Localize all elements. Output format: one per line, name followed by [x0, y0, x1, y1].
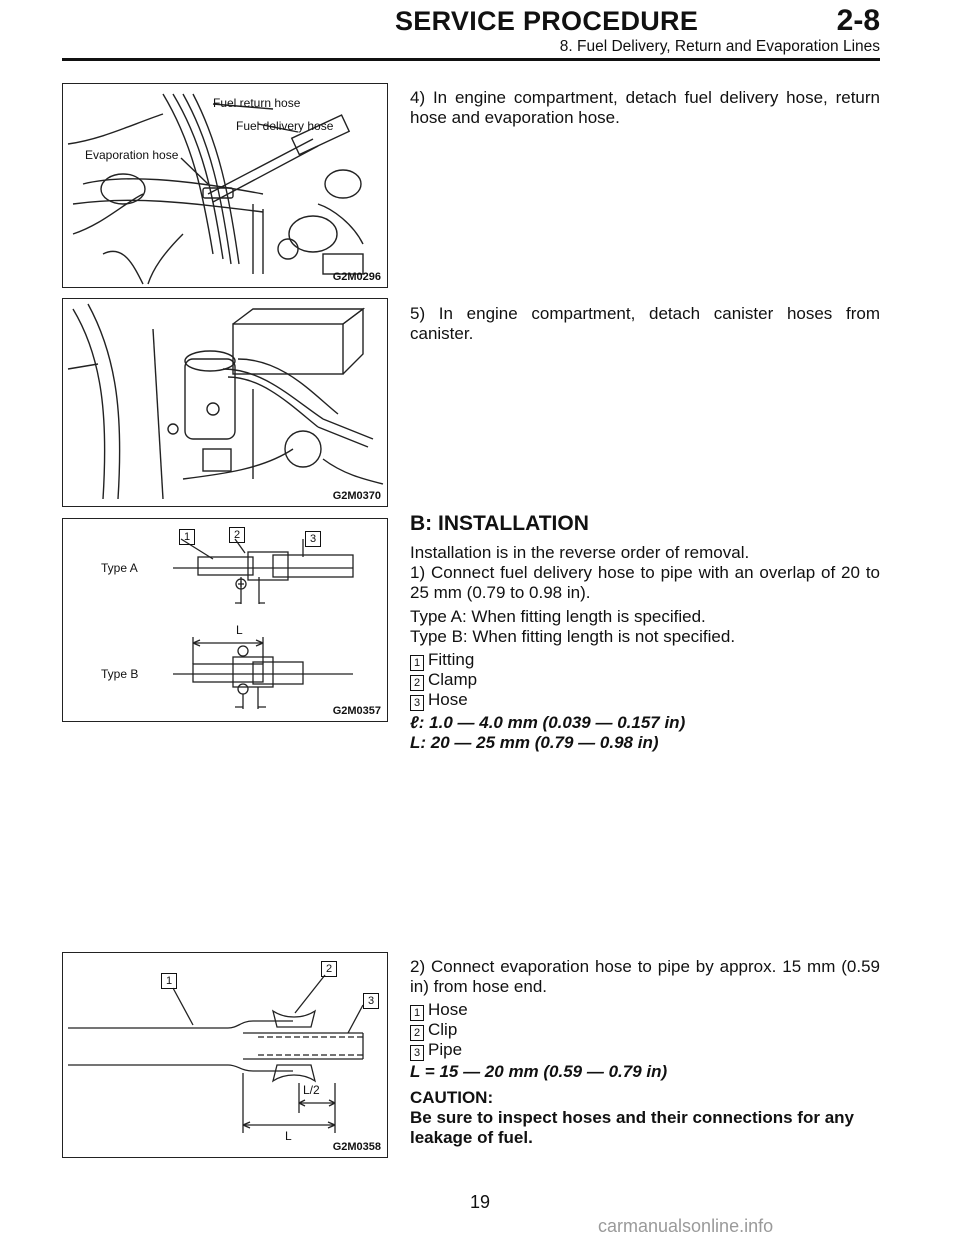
figure-evaporation-hose-drawing	[63, 953, 387, 1157]
part-number: 1	[410, 1005, 424, 1021]
figure-canister-drawing	[63, 299, 387, 506]
installation-heading: B: INSTALLATION	[410, 512, 589, 535]
part-name: Fitting	[428, 650, 475, 669]
part-number: 2	[410, 675, 424, 691]
label-fuel-return-hose: Fuel return hose	[213, 96, 301, 110]
list-item	[410, 670, 880, 690]
page-number: 19	[469, 1192, 491, 1212]
figure-code: G2M0370	[332, 490, 381, 502]
installation-intro: Installation is in the reverse order of removal.	[410, 543, 750, 562]
part-number: 1	[410, 655, 424, 671]
step-4-text: 4) In engine compartment, detach fuel delivery hose, return hose and evaporation hose.	[410, 88, 880, 127]
part-name: Pipe	[428, 1040, 463, 1059]
installation-step-2: 2) Connect evaporation hose to pipe by approx. 15 mm (0.59 in) from hose end.	[410, 957, 880, 996]
step-5-text: 5) In engine compartment, detach canister hoses from canister.	[410, 304, 880, 343]
callout-1: 1	[179, 529, 195, 545]
callout-2: 2	[321, 961, 337, 977]
figure-fitting-types	[62, 518, 388, 722]
part-name: Clip	[428, 1020, 458, 1039]
list-item	[410, 650, 880, 670]
header-title: SERVICE PROCEDURE	[395, 6, 699, 36]
figure-canister	[62, 298, 388, 507]
label-evaporation-hose: Evaporation hose	[85, 148, 179, 162]
figure-code: G2M0296	[332, 271, 381, 283]
type-b-note: Type B: When fitting length is not specified.	[410, 627, 736, 646]
callout-3: 3	[305, 531, 321, 547]
list-item	[410, 690, 880, 710]
spec-l: L: 20 — 25 mm (0.79 — 0.98 in)	[410, 733, 659, 752]
callout-3: 3	[363, 993, 379, 1009]
callout-1: 1	[161, 973, 177, 989]
figure-code: G2M0357	[332, 705, 381, 717]
label-l-half: L/2	[303, 1083, 320, 1097]
label-fuel-delivery-hose: Fuel delivery hose	[236, 119, 334, 133]
part-number: 2	[410, 1025, 424, 1041]
callout-2: 2	[229, 527, 245, 543]
part-number: 3	[410, 695, 424, 711]
list-item	[410, 1020, 880, 1040]
header-section-number: 2-8	[836, 4, 880, 37]
figure-fuel-hoses-drawing	[63, 84, 387, 287]
parts-list-2	[410, 1000, 880, 1060]
figure-fuel-hoses	[62, 83, 388, 288]
header-rule	[62, 58, 880, 61]
watermark: carmanualsonline.info	[598, 1216, 774, 1236]
part-name: Clamp	[428, 670, 478, 689]
caution-text: Be sure to inspect hoses and their connections for any leakage of fuel.	[410, 1108, 854, 1147]
figure-fitting-types-drawing	[63, 519, 387, 721]
parts-list	[410, 650, 880, 710]
label-l: L	[285, 1129, 292, 1143]
part-number: 3	[410, 1045, 424, 1061]
spec-l-small: ℓ: 1.0 — 4.0 mm (0.039 — 0.157 in)	[410, 713, 686, 732]
caution-title: CAUTION:	[410, 1088, 494, 1107]
figure-code: G2M0358	[332, 1141, 381, 1153]
part-name: Hose	[428, 690, 468, 709]
part-name: Hose	[428, 1000, 468, 1019]
label-type-b: Type B	[101, 667, 139, 681]
figure-evaporation-hose	[62, 952, 388, 1158]
type-a-note: Type A: When fitting length is specified.	[410, 607, 706, 626]
spec-evaporation-l: L = 15 — 20 mm (0.59 — 0.79 in)	[410, 1062, 668, 1081]
label-type-a: Type A	[101, 561, 138, 575]
installation-step-1: 1) Connect fuel delivery hose to pipe with an overlap of 20 to 25 mm (0.79 to 0.98 in).	[410, 563, 880, 602]
list-item	[410, 1040, 880, 1060]
label-dimension-l: L	[236, 623, 243, 637]
header-subtitle: 8. Fuel Delivery, Return and Evaporation Lines	[559, 38, 880, 55]
list-item	[410, 1000, 880, 1020]
